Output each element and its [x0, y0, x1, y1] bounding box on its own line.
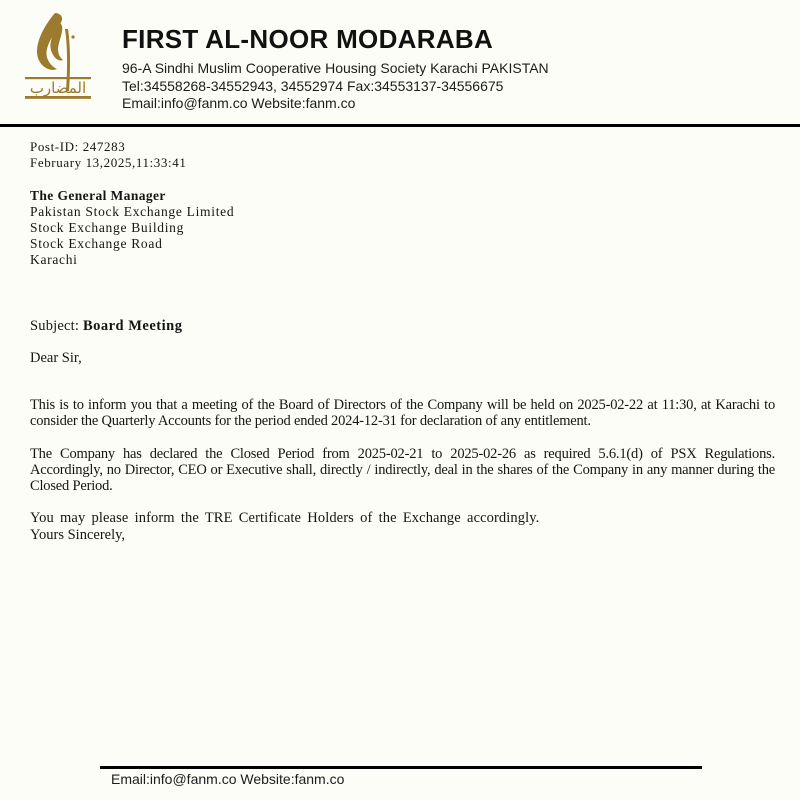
company-phone-fax: Tel:34558268-34552943, 34552974 Fax:34553137-34556675 [122, 77, 504, 94]
recipient-line: Karachi [30, 252, 78, 267]
header-divider [0, 124, 800, 127]
logo-arabic-text: المضارب [29, 79, 87, 97]
subject-text: Board Meeting [82, 318, 183, 334]
footer-contact: Email:info@fanm.co Website:fanm.co [111, 771, 345, 787]
company-logo-icon [21, 7, 95, 103]
company-address: 96-A Sindhi Muslim Cooperative Housing Society Karachi PAKISTAN [122, 60, 549, 76]
recipient-line: Pakistan Stock Exchange Limited [30, 204, 235, 219]
footer-divider [100, 766, 702, 769]
company-name: FIRST AL-NOOR MODARABA [122, 24, 494, 54]
letterhead [122, 24, 782, 113]
salutation: Dear Sir, [30, 350, 82, 366]
post-id: Post-ID: 247283 [30, 139, 126, 154]
subject-label: Subject: [30, 318, 80, 334]
company-email-website: Email:info@fanm.co Website:fanm.co [122, 95, 356, 111]
recipient-block [30, 188, 234, 268]
body-paragraph: You may please inform the TRE Certificate Holders of the Exchange accordingly. [30, 509, 540, 526]
recipient-title: The General Manager [30, 188, 166, 203]
recipient-line: Stock Exchange Building [30, 220, 185, 235]
closing: Yours Sincerely, [30, 527, 126, 543]
recipient-line: Stock Exchange Road [30, 236, 163, 251]
letter-datetime: February 13,2025,11:33:41 [30, 154, 187, 170]
body-paragraph: The Company has declared the Closed Period from 2025-02-21 to 2025-02-26 as required 5.6.1(d) of PSX Regulations. Accordingly, no Director, CEO or Executive shall, directly / indirectly, deal in the shares of the Company in any manner during the Closed Period. [30, 445, 775, 494]
body-paragraph: This is to inform you that a meeting of the Board of Directors of the Company will be held on 2025-02-22 at 11:30, at Karachi to consider the Quarterly Accounts for the period ended 2024-12-31 for declaration of any entitlement. [30, 396, 775, 429]
letter-meta [30, 139, 186, 170]
subject-line [30, 318, 182, 335]
